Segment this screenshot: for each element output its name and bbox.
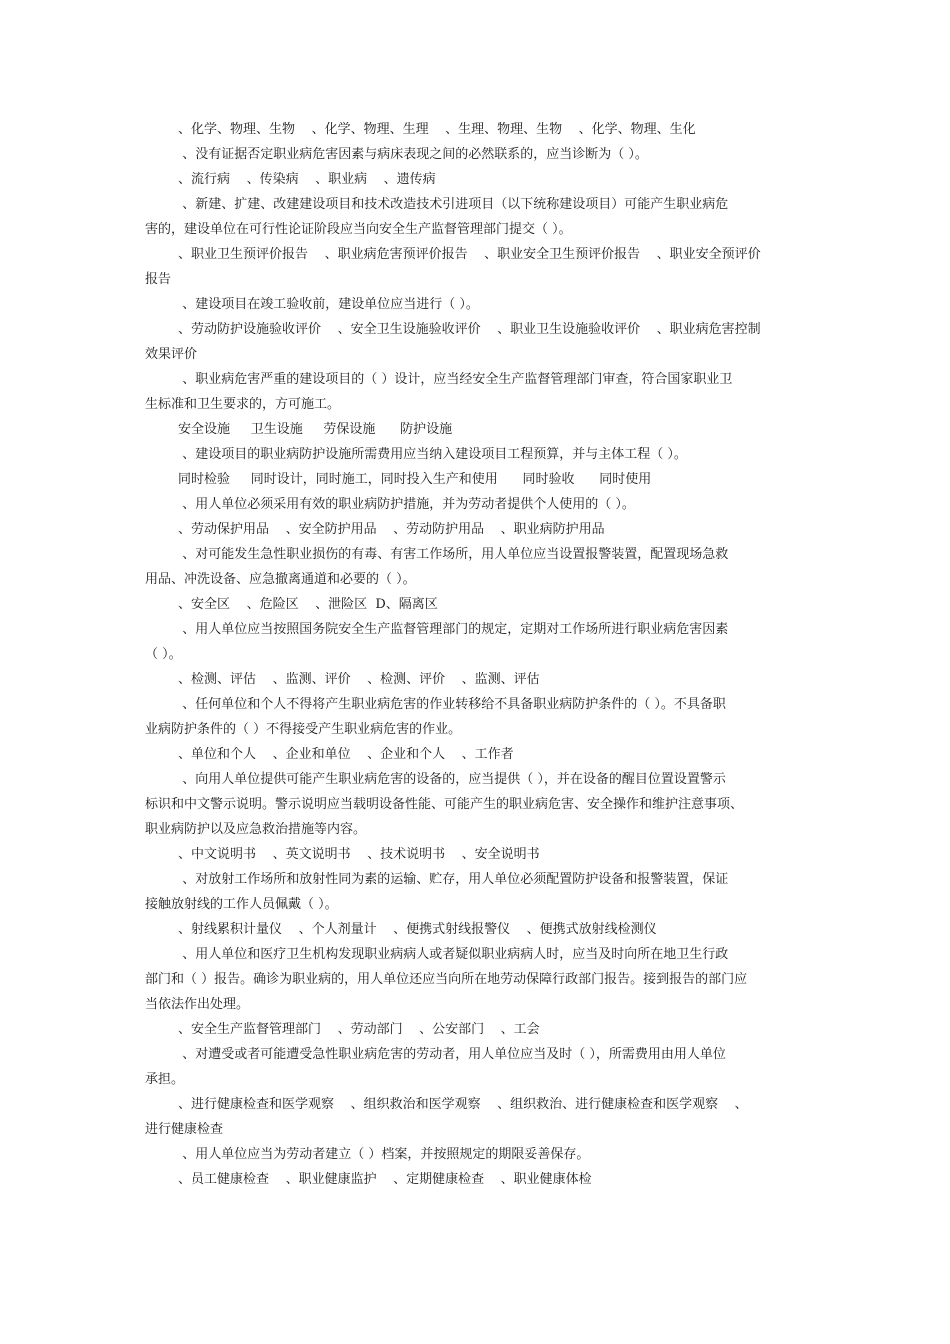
text-line: 、对遭受或者可能遭受急性职业病危害的劳动者，用人单位应当及时（ ），所需费用由用人单位: [145, 1047, 726, 1062]
text-line: （ ）。: [145, 647, 182, 662]
text-line: 、向用人单位提供可能产生职业病危害的设备的，应当提供（ ），并在设备的醒目位置设置警示: [145, 772, 726, 787]
text-line: 、任何单位和个人不得将产生职业病危害的作业转移给不具备职业病防护条件的（ ）。不具备职: [145, 697, 726, 712]
text-line: 、职业卫生预评价报告 、职业病危害预评价报告 、职业安全卫生预评价报告 、职业安全预评价: [145, 247, 761, 262]
text-line: 效果评价: [145, 347, 198, 362]
text-line: 接触放射线的工作人员佩戴（ ）。: [145, 897, 338, 912]
text-line: 、对放射工作场所和放射性同为素的运输、贮存，用人单位必须配置防护设备和报警装置，保证: [145, 872, 729, 887]
text-line: 职业病防护以及应急救治措施等内容。: [145, 822, 367, 837]
text-line: 、进行健康检查和医学观察 、组织救治和医学观察 、组织救治、进行健康检查和医学观察 、: [145, 1097, 748, 1112]
text-line: 同时检验 同时设计，同时施工，同时投入生产和使用 同时验收 同时使用: [145, 472, 652, 487]
text-line: 进行健康检查: [145, 1122, 224, 1137]
text-line: 、劳动防护设施验收评价 、安全卫生设施验收评价 、职业卫生设施验收评价 、职业病危害控制: [145, 322, 761, 337]
text-line: 、用人单位应当为劳动者建立（ ）档案，并按照规定的期限妥善保存。: [145, 1147, 590, 1162]
text-line: 业病防护条件的（ ）不得接受产生职业病危害的作业。: [145, 722, 462, 737]
text-line: 、没有证据否定职业病危害因素与病床表现之间的必然联系的，应当诊断为（ ）。: [145, 147, 648, 162]
text-line: 害的，建设单位在可行性论证阶段应当向安全生产监督管理部门提交（ ）。: [145, 222, 572, 237]
text-line: 当依法作出处理。: [145, 997, 250, 1012]
text-line: 用品、冲洗设备、应急撤离通道和必要的（ ）。: [145, 572, 416, 587]
text-line: 、新建、扩建、改建建设项目和技术改造技术引进项目（以下统称建设项目）可能产生职业病危: [145, 197, 729, 212]
text-line: 、中文说明书 、英文说明书 、技术说明书 、安全说明书: [145, 847, 540, 862]
text-line: 生标准和卫生要求的，方可施工。: [145, 397, 341, 412]
text-line: 部门和（ ）报告。确诊为职业病的，用人单位还应当向所在地劳动保障行政部门报告。接到报告的部门应: [145, 972, 748, 987]
text-line: 、用人单位应当按照国务院安全生产监督管理部门的规定，定期对工作场所进行职业病危害因素: [145, 622, 729, 637]
text-line: 、对可能发生急性职业损伤的有毒、有害工作场所，用人单位应当设置报警装置，配置现场急救: [145, 547, 729, 562]
text-line: 、单位和个人 、企业和单位 、企业和个人 、工作者: [145, 747, 514, 762]
text-line: 承担。: [145, 1072, 185, 1087]
text-line: 、建设项目的职业病防护设施所需费用应当纳入建设项目工程预算，并与主体工程（ ）。: [145, 447, 687, 462]
text-line: 、用人单位必须采用有效的职业病防护措施，并为劳动者提供个人使用的（ ）。: [145, 497, 635, 512]
text-line: 、流行病 、传染病 、职业病 、遗传病: [145, 172, 436, 187]
text-line: 安全设施 卫生设施 劳保设施 防护设施: [145, 422, 453, 437]
text-line: 、员工健康检查 、职业健康监护 、定期健康检查 、职业健康体检: [145, 1172, 592, 1187]
text-line: 、职业病危害严重的建设项目的（ ）设计，应当经安全生产监督管理部门审查，符合国家职业卫: [145, 372, 733, 387]
text-line: 、劳动保护用品 、安全防护用品 、劳动防护用品 、职业病防护用品: [145, 522, 605, 537]
text-line: 、安全区 、危险区 、泄险区 D、隔离区: [145, 597, 438, 612]
text-line: 标识和中文警示说明。警示说明应当载明设备性能、可能产生的职业病危害、安全操作和维护注意事项、: [145, 797, 744, 812]
text-line: 、安全生产监督管理部门 、劳动部门 、公安部门 、工会: [145, 1022, 540, 1037]
text-line: 、建设项目在竣工验收前，建设单位应当进行（ ）。: [145, 297, 479, 312]
text-line: 报告: [145, 272, 172, 287]
text-line: 、化学、物理、生物 、化学、物理、生理 、生理、物理、生物 、化学、物理、生化: [145, 122, 696, 137]
text-line: 、检测、评估 、监测、评价 、检测、评价 、监测、评估: [145, 672, 540, 687]
text-line: 、用人单位和医疗卫生机构发现职业病病人或者疑似职业病病人时，应当及时向所在地卫生行政: [145, 947, 729, 962]
text-line: 、射线累积计量仪 、个人剂量计 、便携式射线报警仪 、便携式放射线检测仪: [145, 922, 657, 937]
